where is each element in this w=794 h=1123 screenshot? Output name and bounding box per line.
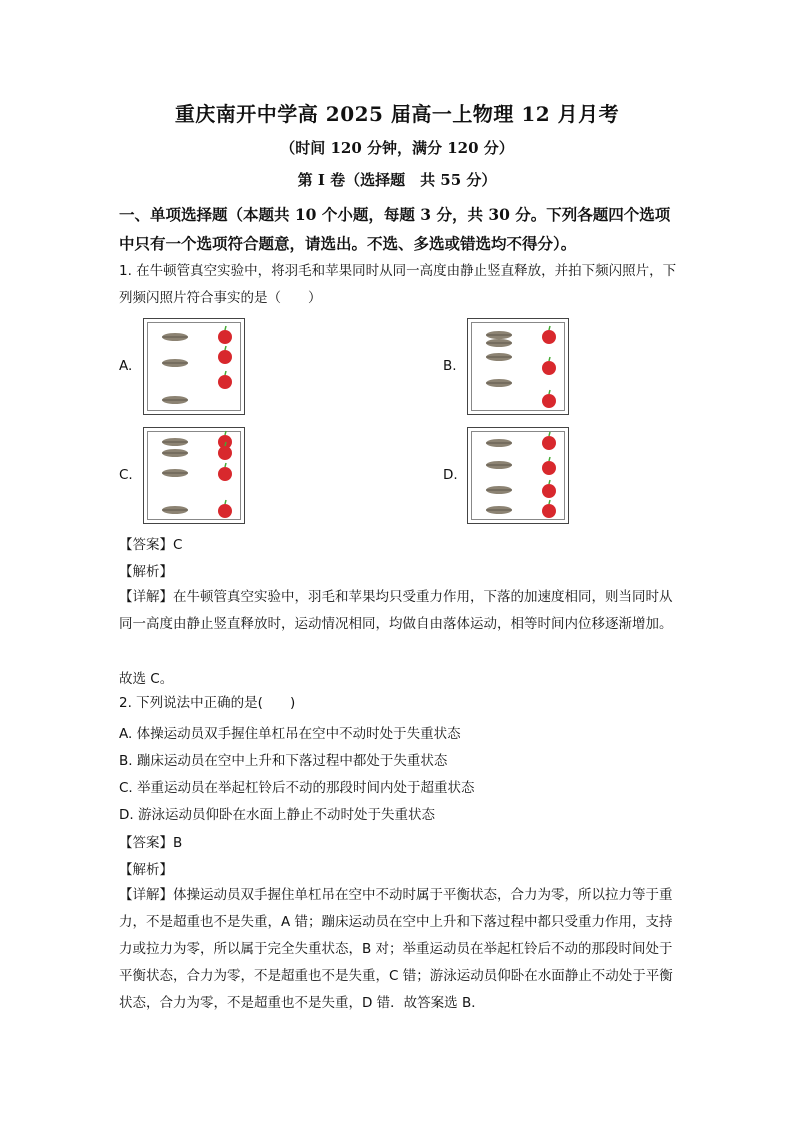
apple-icon	[218, 346, 232, 364]
question-2-option-c: C. 举重运动员在举起杠铃后不动的那段时间内处于超重状态	[119, 780, 475, 796]
question-2-answer: 【答案】B	[119, 835, 183, 851]
question-2-detail: 【详解】体操运动员双手握住单杠吊在空中不动时属于平衡状态，合力为零，所以拉力等于重力，不是超重也不是失重，A 错；蹦床运动员在空中上升和下落过程中都只受重力作用，支持力或拉力为零，所以属于完全失重状态，B 对；举重运动员在举起杠铃后不动的那段时间处于平衡状态，合力为零，不是超重也不是失重，C 错；游泳运动员仰卧在水面静止不动处于平衡状态，合力为零，不是超重也不是失重，D 错．故答案选 B．	[119, 887, 673, 1011]
apple-icon	[542, 432, 556, 450]
feather-icon	[486, 506, 512, 514]
question-2-option-a: A. 体操运动员双手握住单杠吊在空中不动时处于失重状态	[119, 726, 461, 742]
option-b-label: B.	[443, 358, 457, 374]
feather-icon	[162, 506, 188, 514]
apple-icon	[218, 500, 232, 518]
apple-icon	[542, 357, 556, 375]
feather-icon	[162, 449, 188, 457]
feather-icon	[486, 379, 512, 387]
apple-icon	[542, 480, 556, 498]
feather-icon	[162, 469, 188, 477]
feather-icon	[162, 438, 188, 446]
option-d-photo	[467, 427, 569, 524]
feather-icon	[486, 486, 512, 494]
feather-icon	[162, 396, 188, 404]
apple-icon	[542, 500, 556, 518]
question-1-answer: 【答案】C	[119, 537, 183, 553]
question-2-stem: 2. 下列说法中正确的是( )	[119, 695, 296, 711]
feather-icon	[162, 333, 188, 341]
question-1-detail: 【详解】在牛顿管真空实验中，羽毛和苹果均只受重力作用，下落的加速度相同，则当同时从同一高度由静止竖直释放时，运动情况相同，均做自由落体运动，相等时间内位移逐渐增加。	[119, 589, 673, 632]
question-1-stem: 1. 在牛顿管真空实验中，将羽毛和苹果同时从同一高度由静止竖直释放，并拍下频闪照片，下列频闪照片符合事实的是（ ）	[119, 263, 677, 306]
option-b-strobe-figure	[468, 319, 568, 414]
feather-icon	[162, 359, 188, 367]
apple-icon	[218, 463, 232, 481]
question-1-analysis-label: 【解析】	[119, 564, 173, 580]
question-2-analysis-label: 【解析】	[119, 862, 173, 878]
feather-icon	[486, 339, 512, 347]
option-c-photo	[143, 427, 245, 524]
apple-icon	[542, 326, 556, 344]
apple-icon	[542, 390, 556, 408]
feather-icon	[486, 331, 512, 339]
feather-icon	[486, 353, 512, 361]
option-d-label: D.	[443, 467, 458, 483]
option-b-photo	[467, 318, 569, 415]
section-heading: 一、单项选择题（本题共 10 个小题，每题 3 分，共 30 分。下列各题四个选项中只有一个选项符合题意，请选出。不选、多选或错选均不得分）。	[119, 205, 671, 253]
feather-icon	[486, 461, 512, 469]
option-a-photo	[143, 318, 245, 415]
exam-subtitle: （时间 120 分钟，满分 120 分）	[280, 139, 514, 157]
option-c-label: C.	[119, 467, 133, 483]
feather-icon	[486, 439, 512, 447]
volume-heading: 第 I 卷（选择题 共 55 分）	[297, 171, 497, 189]
question-1-conclusion: 故选 C。	[119, 671, 174, 687]
option-a-label: A.	[119, 358, 133, 374]
apple-icon	[218, 371, 232, 389]
question-2-option-d: D. 游泳运动员仰卧在水面上静止不动时处于失重状态	[119, 807, 435, 823]
apple-icon	[542, 457, 556, 475]
option-d-strobe-figure	[468, 428, 568, 523]
question-2-option-b: B. 蹦床运动员在空中上升和下落过程中都处于失重状态	[119, 753, 448, 769]
page-title: 重庆南开中学高 2025 届高一上物理 12 月月考	[174, 102, 620, 126]
option-a-strobe-figure	[144, 319, 244, 414]
option-c-strobe-figure	[144, 428, 244, 523]
apple-icon	[218, 326, 232, 344]
